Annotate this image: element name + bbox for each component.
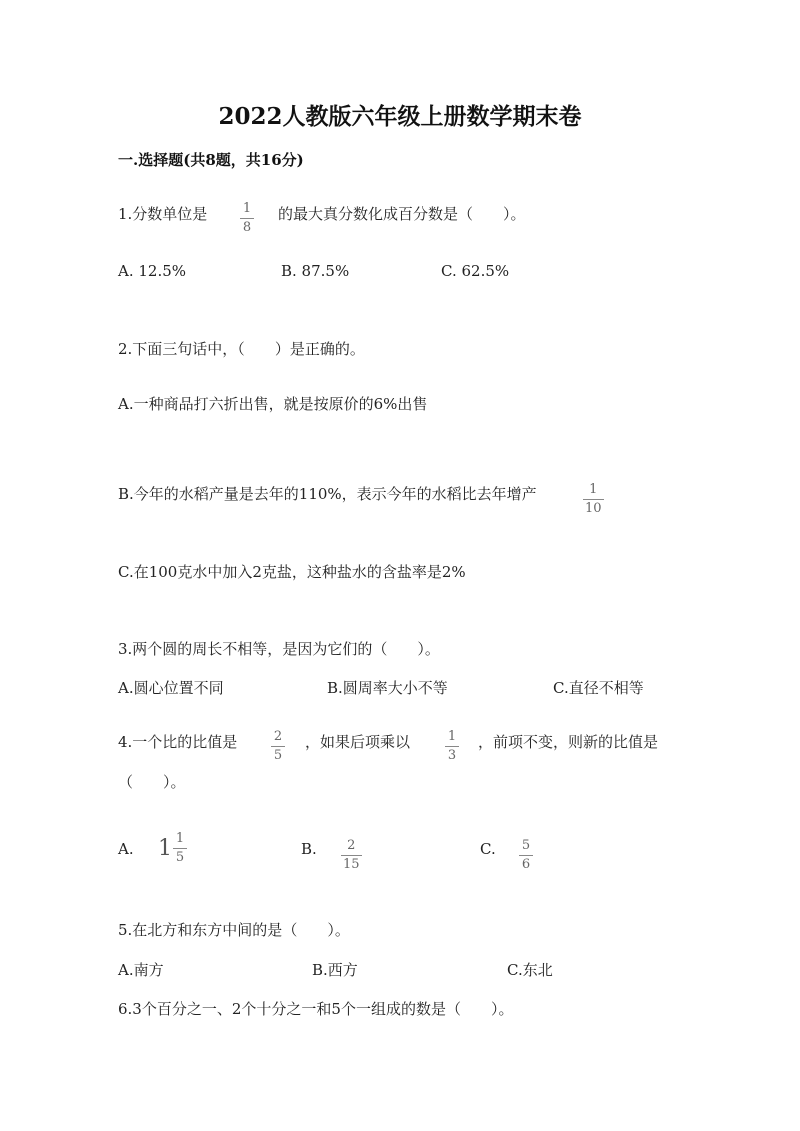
question-2-text: 2.下面三句话中，（ ）是正确的。 xyxy=(118,340,365,358)
question-6-text: 6.3个百分之一、2个十分之一和5个一组成的数是（ ）。 xyxy=(118,1000,514,1018)
q5-option-b: B.西方 xyxy=(312,961,358,979)
q1-fraction xyxy=(241,197,253,235)
question-1-text xyxy=(118,203,207,224)
question-4-stem-end: ，前项不变，则新的比值是 xyxy=(478,733,659,751)
q5-option-c: C.东北 xyxy=(507,961,553,979)
q4-optA-frac-den: 5 xyxy=(175,850,185,865)
q2-frac-den: 10 xyxy=(585,501,602,516)
q3-option-b: B.圆周率大小不等 xyxy=(327,679,448,697)
q4-option-b-value xyxy=(342,834,361,872)
q1-option-c: C. 62.5% xyxy=(441,262,510,280)
q1-frac-num: 1 xyxy=(242,201,252,216)
q4-fraction-2 xyxy=(446,725,458,763)
q4-frac2-num: 1 xyxy=(447,729,457,744)
q2-option-c: C.在100克水中加入2克盐，这种盐水的含盐率是2% xyxy=(118,563,466,581)
question-4-stem-start: 4.一个比的比值是 xyxy=(118,733,238,751)
q5-option-a: A.南方 xyxy=(118,961,164,979)
q4-frac1-den: 5 xyxy=(273,748,283,763)
question-3-text: 3.两个圆的周长不相等，是因为它们的（ ）。 xyxy=(118,640,440,658)
q4-option-a-whole: 1 xyxy=(158,836,172,861)
q3-option-a: A.圆心位置不同 xyxy=(118,679,224,697)
q2-option-a: A.一种商品打六折出售，就是按原价的6%出售 xyxy=(118,395,428,413)
q4-option-a-value xyxy=(158,832,186,865)
question-4-line-2: （ ）。 xyxy=(118,773,186,791)
q4-frac1-num: 2 xyxy=(273,729,283,744)
question-4-stem-middle: ，如果后项乘以 xyxy=(305,733,411,751)
q1-option-b: B. 87.5% xyxy=(281,262,350,280)
q4-option-b-label: B. xyxy=(301,840,317,858)
q1-stem-start: 1.分数单位是 xyxy=(118,205,208,223)
q4-option-a-label: A. xyxy=(118,840,134,858)
question-5-text: 5.在北方和东方中间的是（ ）。 xyxy=(118,921,350,939)
q1-frac-den: 8 xyxy=(242,220,252,235)
q4-optC-frac-num: 5 xyxy=(521,838,531,853)
q4-option-c-value xyxy=(520,834,532,872)
q2-option-b: B.今年的水稻产量是去年的110%，表示今年的水稻比去年增产 xyxy=(118,485,537,503)
q1-stem-end: 的最大真分数化成百分数是（ ）。 xyxy=(278,205,526,223)
q1-option-a: A. 12.5% xyxy=(118,262,187,280)
q4-option-c-label: C. xyxy=(480,840,496,858)
q4-optA-frac-num: 1 xyxy=(175,831,185,846)
page-title: 2022人教版六年级上册数学期末卷 xyxy=(218,103,582,130)
q3-option-c: C.直径不相等 xyxy=(553,679,644,697)
q4-optC-frac-den: 6 xyxy=(521,857,531,872)
q4-frac2-den: 3 xyxy=(447,748,457,763)
q4-optB-frac-num: 2 xyxy=(347,838,356,853)
q2-option-b-fraction xyxy=(584,478,603,516)
section-heading: 一.选择题(共8题，共16分) xyxy=(118,151,304,169)
q4-optB-frac-den: 15 xyxy=(343,857,360,872)
q4-fraction-1 xyxy=(272,725,284,763)
q2-frac-num: 1 xyxy=(589,482,598,497)
